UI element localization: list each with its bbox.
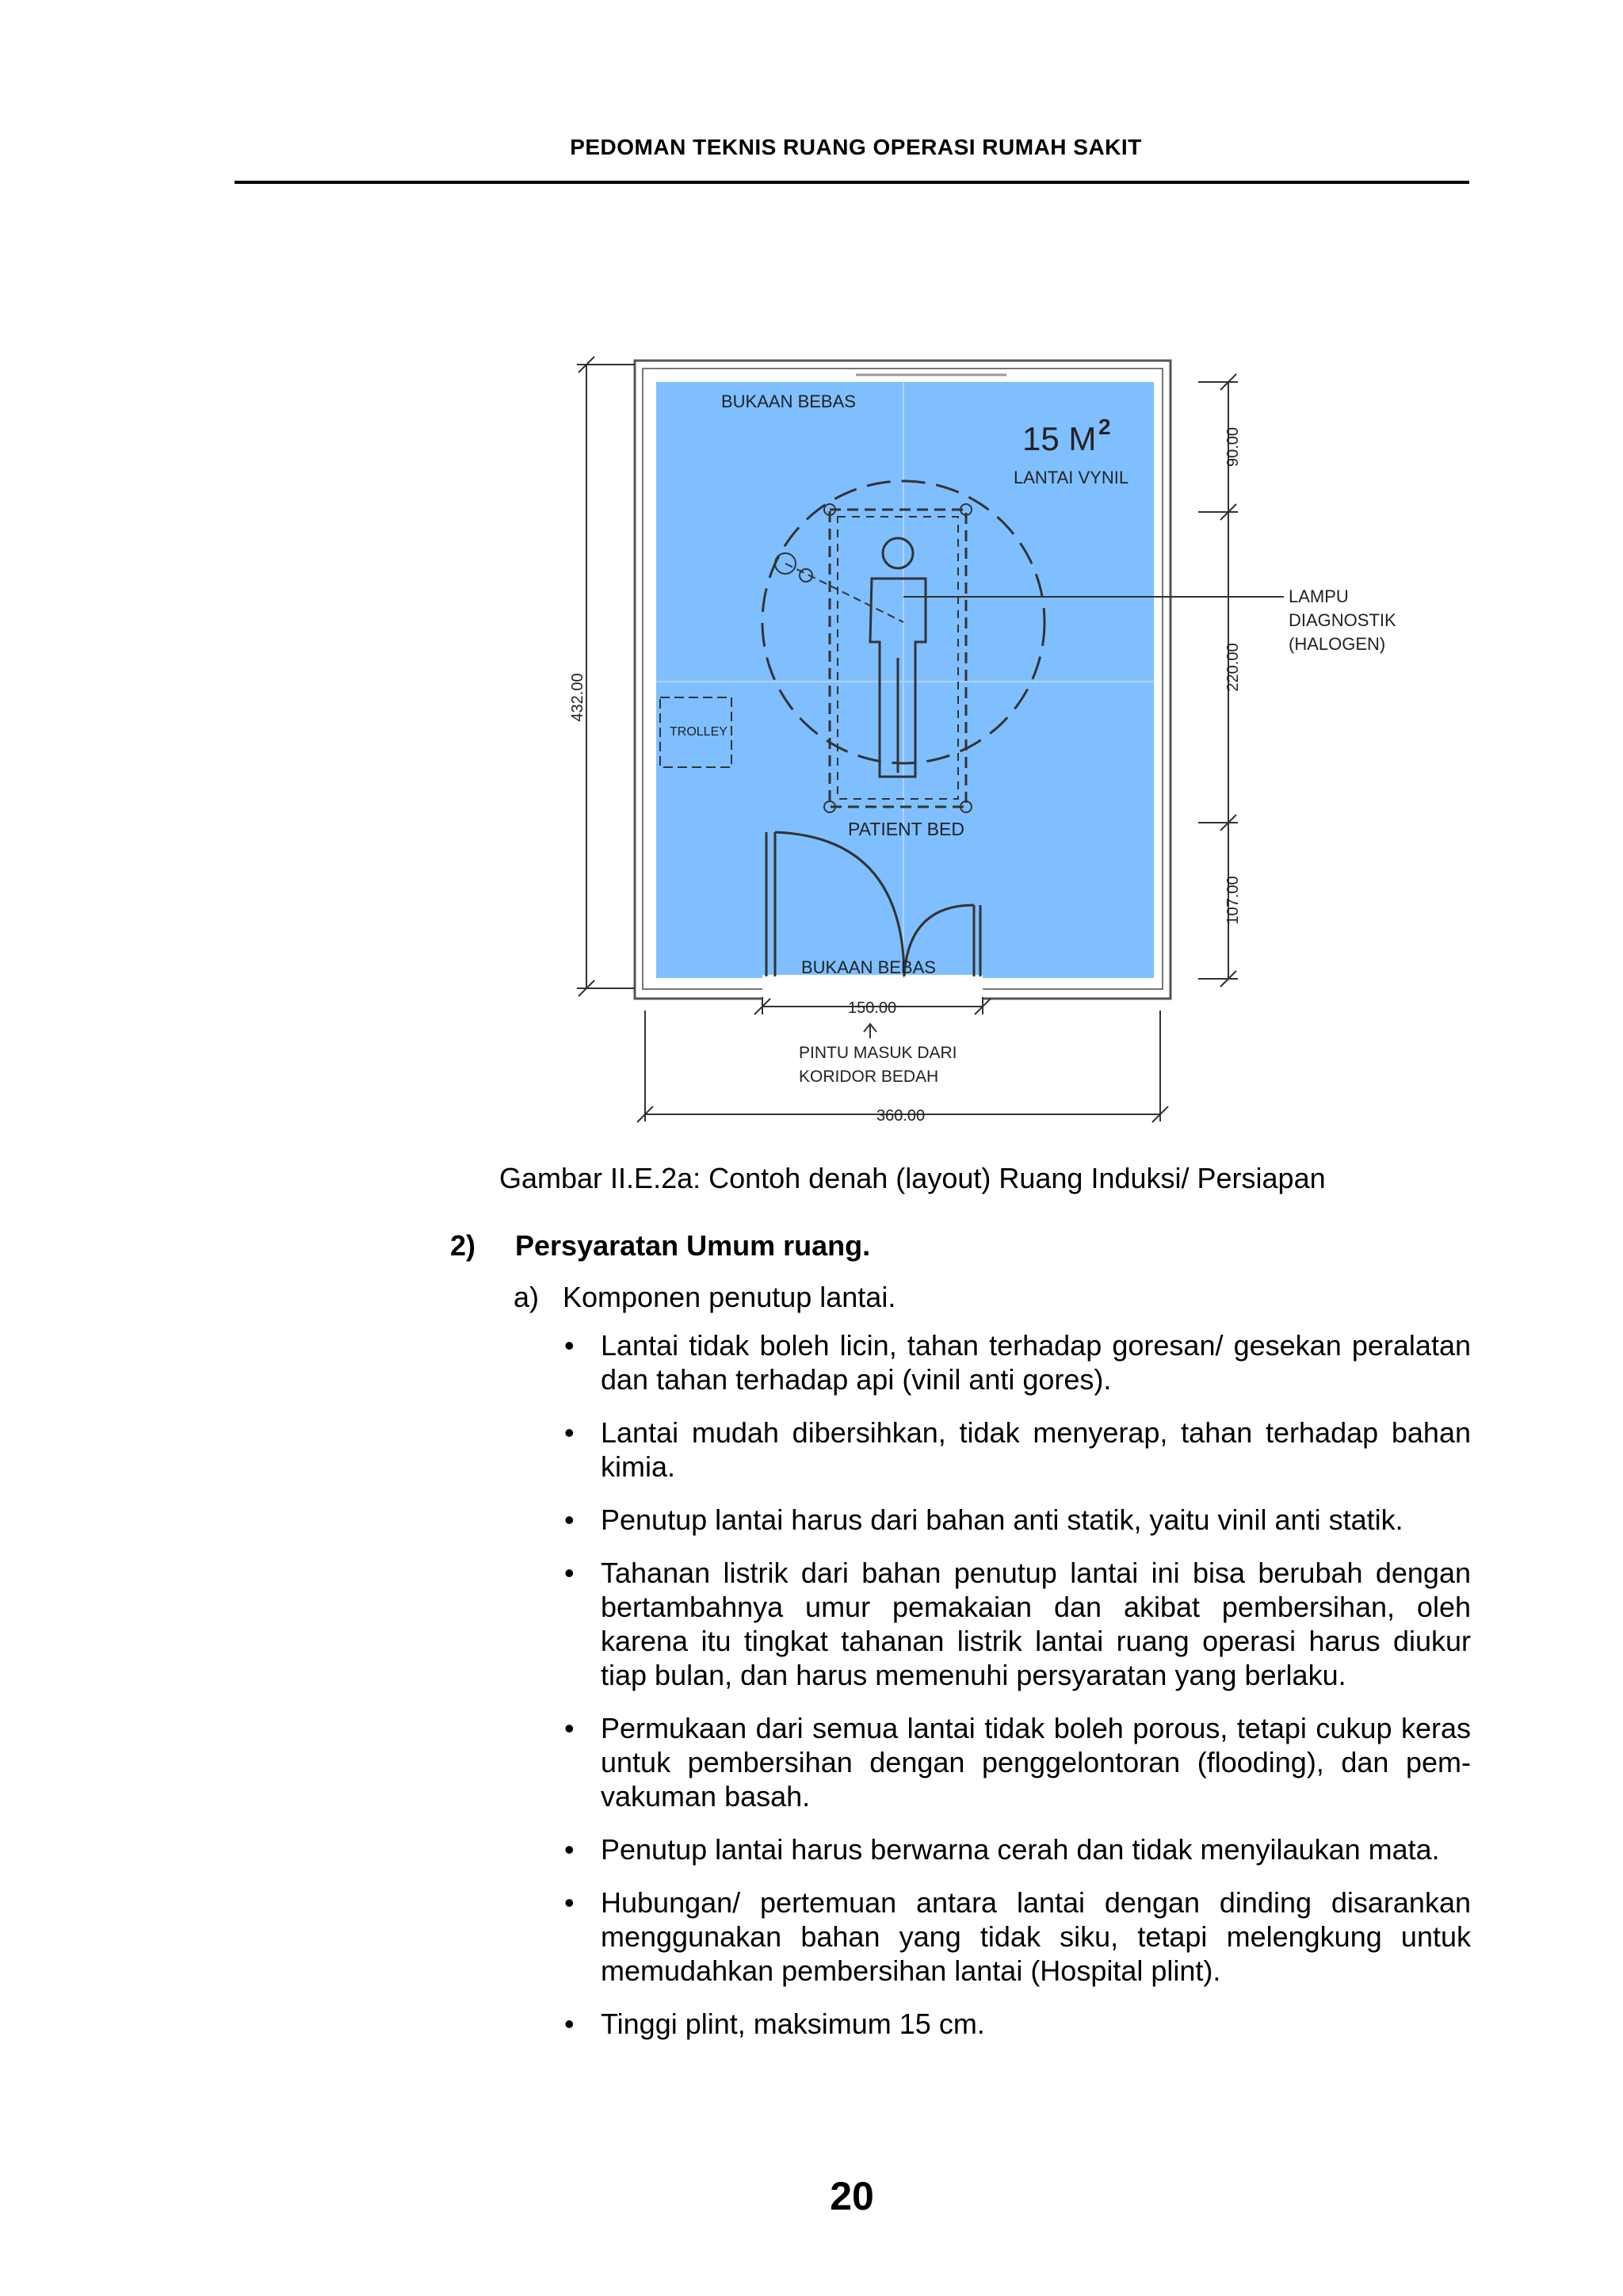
entry-label-line2: KORIDOR BEDAH: [799, 1068, 939, 1086]
subsection-title: Komponen penutup lantai.: [563, 1281, 896, 1313]
list-item: • Tinggi plint, maksimum 15 cm.: [564, 2008, 985, 2040]
section-heading: [450, 1229, 870, 1263]
list-item: • Hubungan/ pertemuan antara lantai dengan dinding disarankan menggunakan bahan yang tidak siku, tetapi melengkung untuk memudahkan pembersihan lantai (Hospital plint).: [564, 1886, 1471, 1987]
list-item: • Lantai mudah dibersihkan, tidak menyerap, tahan terhadap bahan kimia.: [564, 1416, 1471, 1483]
subsection-label: a): [514, 1281, 540, 1313]
top-opening-label: BUKAAN BEBAS: [721, 392, 856, 411]
bottom-segment-label: 107.00: [1224, 876, 1242, 925]
area-label: 15 M: [1022, 420, 1097, 457]
requirements-list: [564, 1328, 1471, 2060]
lamp-label-line3: (HALOGEN): [1289, 634, 1386, 654]
page-header: PEDOMAN TEKNIS RUANG OPERASI RUMAH SAKIT: [570, 135, 1142, 159]
list-item: • Tahanan listrik dari bahan penutup lantai ini bisa berubah dengan bertambahnya umur pemakaian dan akibat pembersihan, oleh karena itu tingkat tahanan listrik lantai ruang operasi harus diukur tiap bulan, dan harus memenuhi persyaratan yang berlaku.: [564, 1557, 1471, 1691]
figure-caption: Gambar II.E.2a: Contoh denah (layout) Ruang Induksi/ Persiapan: [499, 1162, 1326, 1194]
height-total-label: 432.00: [569, 673, 586, 722]
width-total-label: 360.00: [876, 1107, 926, 1125]
page-number: 20: [830, 2174, 874, 2218]
bottom-opening-label: BUKAAN BEBAS: [801, 957, 936, 977]
mid-segment-label: 220.00: [1224, 643, 1242, 692]
patient-bed-label: PATIENT BED: [848, 819, 964, 839]
trolley-label: TROLLEY: [670, 725, 727, 739]
list-item: • Lantai tidak boleh licin, tahan terhadap goresan/ gesekan peralatan dan tahan terhadap api (vinil anti gores).: [564, 1329, 1471, 1396]
floor-label: LANTAI VYNIL: [1014, 468, 1129, 487]
top-segment-label: 90.00: [1224, 426, 1242, 468]
subsection-heading: [514, 1281, 896, 1314]
doorway-gap: [762, 975, 983, 1000]
door-width-label: 150.00: [848, 999, 897, 1017]
floor-plan-figure: [555, 341, 1458, 1133]
list-item: • Permukaan dari semua lantai tidak boleh porous, tetapi cukup keras untuk pembersihan dengan penggelontoran (flooding), dan pem-vakuman basah.: [564, 1712, 1471, 1813]
entry-label-line1: PINTU MASUK DARI: [799, 1044, 957, 1062]
lamp-label-line1: LAMPU: [1289, 586, 1349, 606]
header-rule: [235, 181, 1469, 184]
list-item: • Penutup lantai harus berwarna cerah dan tidak menyilaukan mata.: [564, 1833, 1440, 1866]
section-title: Persyaratan Umum ruang.: [515, 1229, 871, 1262]
total-width-dimension: [637, 1010, 1168, 1122]
section-number: 2): [450, 1229, 476, 1262]
area-exponent: 2: [1098, 415, 1111, 439]
lamp-label-line2: DIAGNOSTIK: [1289, 610, 1396, 630]
list-item: • Penutup lantai harus dari bahan anti statik, yaitu vinil anti statik.: [564, 1503, 1403, 1536]
